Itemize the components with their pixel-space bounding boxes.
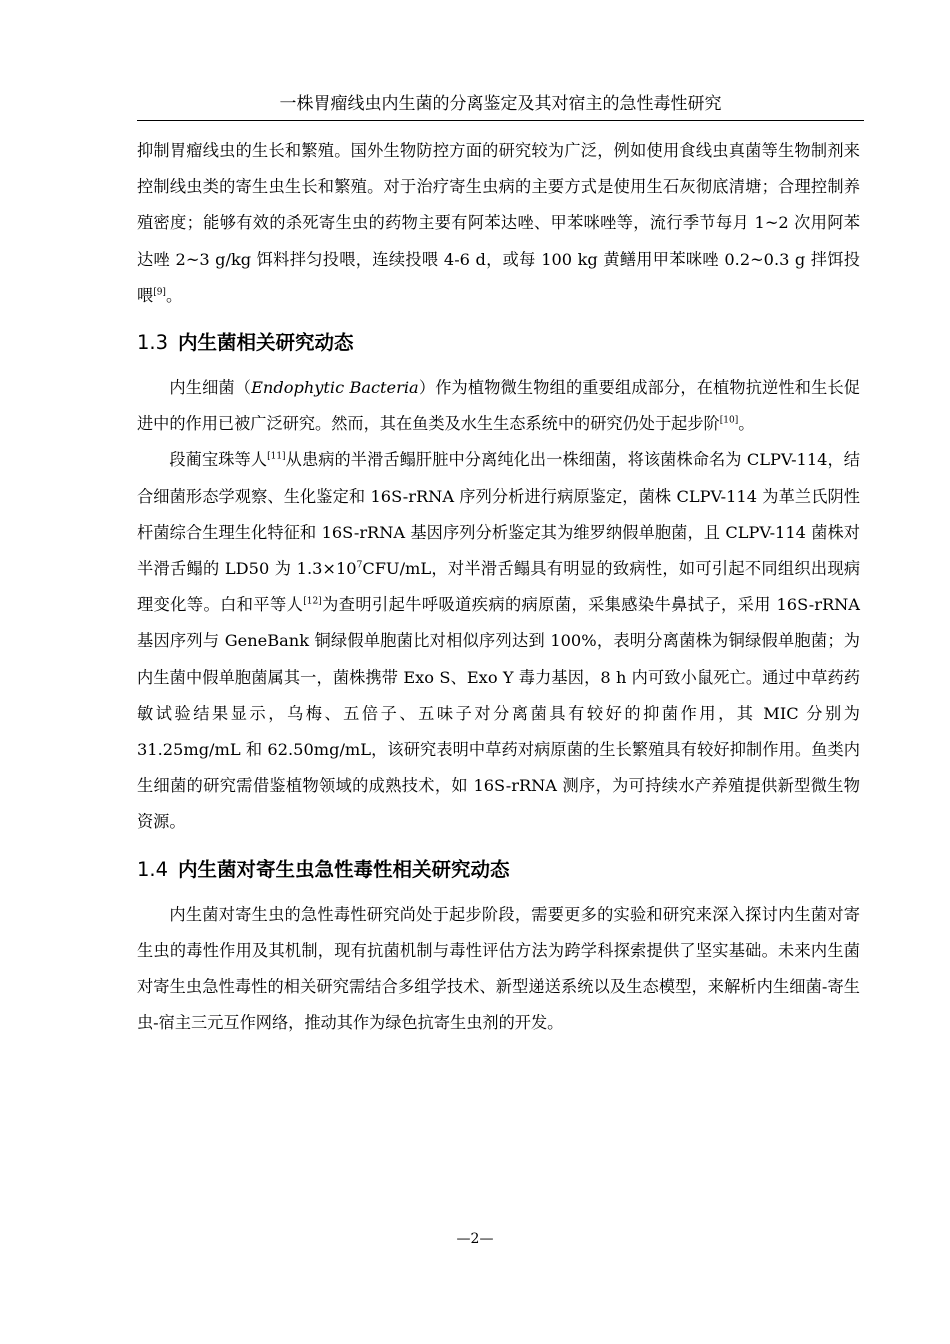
- intro-text: 抑制胃瘤线虫的生长和繁殖。国外生物防控方面的研究较为广泛，例如使用食线虫真菌等生物制剂来控制线虫类的寄生虫生长和繁殖。对于治疗寄生虫病的主要方式是使用生石灰彻底清塘；合理控制养殖密度；能够有效的杀死寄生虫的药物主要有阿苯达唑、甲苯咪唑等，流行季节每月 1~2 次用阿苯达唑 2~3 g/kg 饵料拌匀投喂，连续投喂 4-6 d，或每 100 kg 黄鳝用甲苯咪唑 0.2~0.3 g 拌饵投喂: [137, 141, 860, 305]
- citation-12: [12]: [303, 596, 322, 607]
- running-header: 一株胃瘤线虫内生菌的分离鉴定及其对宿主的急性毒性研究: [137, 93, 864, 121]
- section-number: 1.4: [137, 857, 169, 881]
- citation-9: [9]: [153, 287, 166, 298]
- citation-11: [11]: [267, 452, 286, 463]
- text-segment: ）作为植物微生物组的重要组成部分，在植物抗逆性和生长促进中的作用已被广泛研究。然而，其在鱼类及水生生态系统中的研究仍处于起步阶: [137, 378, 860, 434]
- latin-term: Endophytic Bacteria: [251, 378, 419, 398]
- text-segment: 从患病的半滑舌鳎肝脏中分离纯化出一株细菌，将该菌株命名为 CLPV-114，结合细菌形态学观察、生化鉴定和 16S-rRNA 序列分析进行病原鉴定，菌株 CLPV-114 为革兰氏阴性杆菌综合生理生化特征和 16S-rRNA 基因序列分析鉴定其为维罗纳假单胞菌，且 CLPV-114 菌株对半滑舌鳎的 LD50 为 1.3×10: [137, 450, 860, 579]
- section-title: 内生菌对寄生虫急性毒性相关研究动态: [178, 857, 510, 881]
- section-heading-1-4: [137, 855, 860, 885]
- text-segment: 为查明引起牛呼吸道疾病的病原菌，采集感染牛鼻拭子，采用 16S-rRNA 基因序列与 GeneBank 铜绿假单胞菌比对相似序列达到 100%，表明分离菌株为铜绿假单胞菌；为内生菌中假单胞菌属其一，菌株携带 Exo S、Exo Y 毒力基因，8 h 内可致小鼠死亡。通过中草药药敏试验结果显示，乌梅、五倍子、五味子对分离菌具有较好的抑菌作用，其 MIC 分别为 31.25mg/mL 和 62.50mg/mL，该研究表明中草药对病原菌的生长繁殖具有较好抑制作用。鱼类内生细菌的研究需借鉴植物领域的成熟技术，如 16S-rRNA 测序，为可持续水产养殖提供新型微生物资源。: [137, 595, 860, 832]
- page-content: [137, 133, 860, 1041]
- text-segment: CFU/mL，对半滑舌鳎具有明显的致病性，如可引起不同组织出现病理变化等。白和平等人: [137, 559, 861, 615]
- section-title: 内生菌相关研究动态: [178, 331, 354, 355]
- exponent: 7: [356, 560, 363, 571]
- paragraph-acute-toxicity: 内生菌对寄生虫的急性毒性研究尚处于起步阶段，需要更多的实验和研究来深入探讨内生菌对寄生虫的毒性作用及其机制，现有抗菌机制与毒性评估方法为跨学科探索提供了坚实基础。未来内生菌对寄生虫急性毒性的相关研究需结合多组学技术、新型递送系统以及生态模型，来解析内生细菌-寄生虫-宿主三元互作网络，推动其作为绿色抗寄生虫剂的开发。: [137, 904, 860, 1033]
- text-segment: 段蔺宝珠等人: [169, 450, 268, 470]
- citation-10: [10]: [719, 415, 739, 426]
- text-segment: 。: [738, 414, 755, 434]
- paragraph-pathogen-studies: [137, 442, 860, 840]
- section-heading-1-3: [137, 328, 860, 358]
- intro-paragraph: [137, 133, 860, 314]
- page-number: —2—: [456, 1231, 494, 1247]
- paragraph-endophytic-bacteria: [137, 370, 860, 442]
- intro-end: 。: [165, 285, 183, 305]
- text-segment: 内生细菌（: [169, 378, 252, 398]
- section-number: 1.3: [137, 331, 169, 355]
